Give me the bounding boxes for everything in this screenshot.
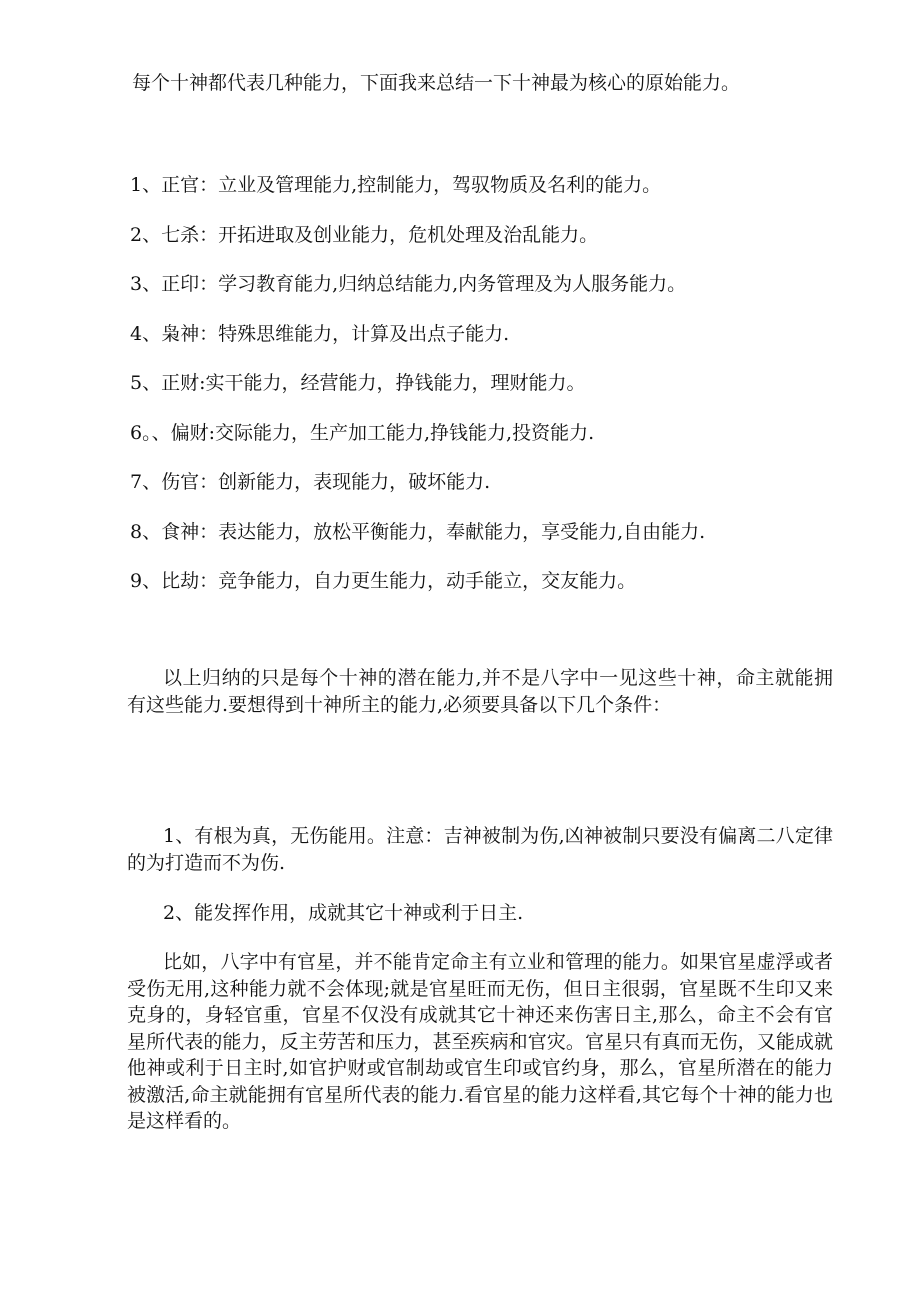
list-item-piancai: 6。、偏财:交际能力，生产加工能力,挣钱能力,投资能力. [130,421,595,444]
example-paragraph: 比如，八字中有官星，并不能肯定命主有立业和管理的能力。如果官星虚浮或者受伤无用,这种能力就不会体现;就是官星旺而无伤，但日主很弱，官星既不生印又来克身的，身轻官重，官星不仅没有成就其它十神还来伤害日主,那么，命主不会有官星所代表的能力，反主劳苦和压力，甚至疾病和官灾。官星只有真而无伤，又能成就他神或利于日主时,如官护财或官制劫或官生印或官约身，那么，官星所潜在的能力被激活,命主就能拥有官星所代表的能力.看官星的能力这样看,其它每个十神的能力也是这样看的。 [127,951,833,1132]
list-item-zhengyin: 3、正印：学习教育能力,归纳总结能力,内务管理及为人服务能力。 [130,273,687,295]
list-item-zhengguan: 1、正官：立业及管理能力,控制能力，驾驭物质及名利的能力。 [130,174,662,196]
list-item-shangguan: 7、伤官：创新能力，表现能力，破坏能力. [130,471,491,493]
ten-gods-list [130,172,705,618]
list-item-bijie: 9、比劫：竞争能力，自力更生能力，动手能立，交友能力。 [130,570,637,592]
list-item-qisha: 2、七杀：开拓进取及创业能力，危机处理及治乱能力。 [130,223,599,246]
list-item-shishen: 8、食神：表达能力，放松平衡能力，奉献能力，享受能力,自由能力. [130,520,706,543]
list-item-xiaoshen: 4、枭神：特殊思维能力，计算及出点子能力. [130,322,510,345]
summary-paragraph: 以上归纳的只是每个十神的潜在能力,并不是八字中一见这些十神，命主就能拥有这些能力.要想得到十神所主的能力,必须要具备以下几个条件： [127,667,833,716]
condition-1-paragraph: 1、有根为真，无伤能用。注意：吉神被制为伤,凶神被制只要没有偏离二八定律的为打造而不为伤. [127,825,833,874]
list-item-zhengcai: 5、正财:实干能力，经营能力，挣钱能力，理财能力。 [130,372,586,394]
intro-text: 每个十神都代表几种能力，下面我来总结一下十神最为核心的原始能力。 [132,72,741,94]
condition-2-paragraph: 2、能发挥作用，成就其它十神或利于日主. [163,902,524,924]
